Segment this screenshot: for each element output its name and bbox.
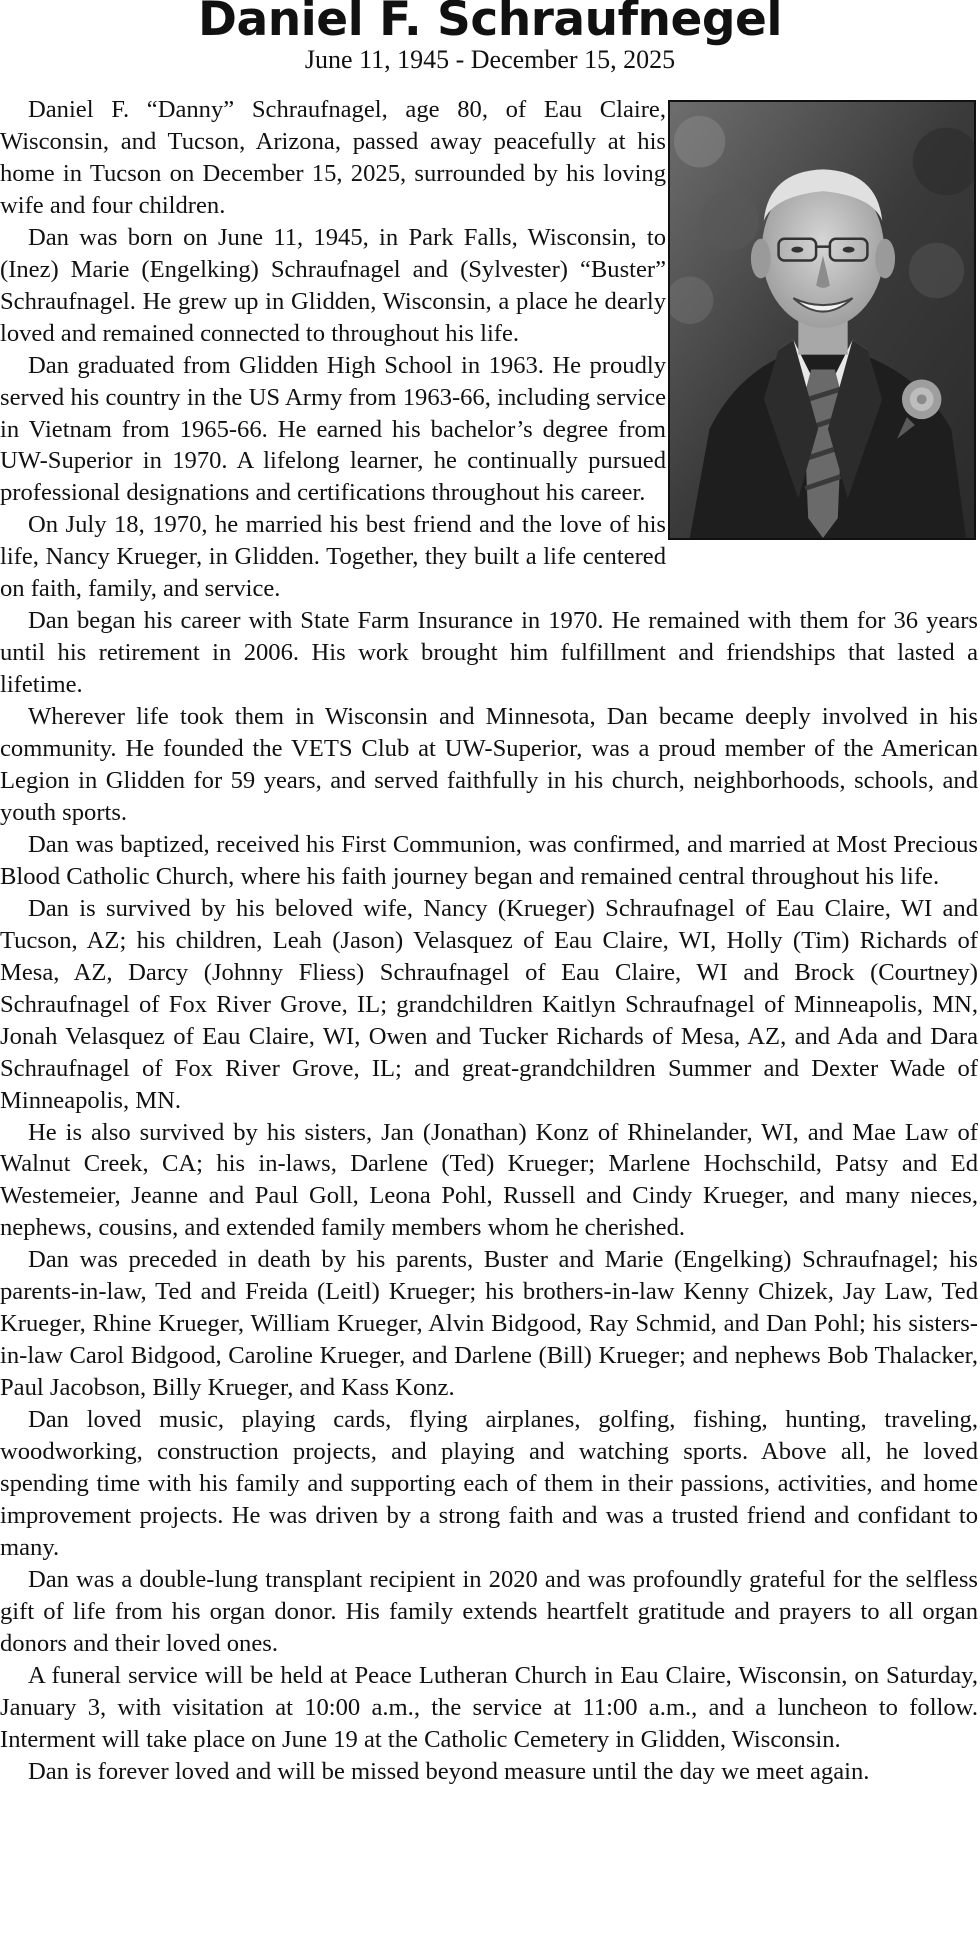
paragraph-interests: Dan loved music, playing cards, flying airplanes, golfing, fishing, hunting, traveling, woodworking, construction projects, and playing and watching sports. Above all, he loved spending time with his family and supporting each of them in their passions, activities, and home improvement projects. He was driven by a strong faith and was a trusted friend and confidant to many. xyxy=(0,1406,978,1561)
paragraph-service: A funeral service will be held at Peace Lutheran Church in Eau Claire, Wisconsin, on Saturday, January 3, with visitation at 10:00 a.m., the service at 11:00 a.m., and a luncheon to follow. Interment will take place on June 19 at the Catholic Cemetery in Glidden, Wisconsin. xyxy=(0,1661,978,1753)
life-dates: June 11, 1945 - December 15, 2025 xyxy=(304,45,676,74)
paragraph-transplant: Dan was a double-lung transplant recipient in 2020 and was profoundly grateful for the selfless gift of life from his organ donor. His family extends heartfelt gratitude and prayers to all organ donors and their loved ones. xyxy=(0,1565,978,1657)
obituary-body xyxy=(0,94,978,1788)
paragraph-preceded: Dan was preceded in death by his parents, Buster and Marie (Engelking) Schraufnagel; his parents-in-law, Ted and Freida (Leitl) Krueger; his brothers-in-law Kenny Chizek, Jay Law, Ted Krueger, Rhine Krueger, William Krueger, Alvin Bidgood, Ray Schmid, and Dan Pohl; his sisters-in-law Carol Bidgood, Caroline Krueger, and Darlene (Bill) Krueger; and nephews Bob Thalacker, Paul Jacobson, Billy Krueger, and Kass Konz. xyxy=(0,1246,978,1402)
paragraph-marriage: On July 18, 1970, he married his best friend and the love of his life, Nancy Krueger, in Glidden. Together, they built a life centered on faith, family, and service. xyxy=(0,511,666,603)
photo-wrap-spacer xyxy=(666,94,978,568)
paragraph-education: Dan graduated from Glidden High School in 1963. He proudly served his country in the US Army from 1963-66, including service in Vietnam from 1965-66. He earned his bachelor’s degree from UW-Superior in 1970. A lifelong learner, he continually pursued professional designations and certifications throughout his career. xyxy=(0,351,666,507)
paragraph-birth: Dan was born on June 11, 1945, in Park Falls, Wisconsin, to (Inez) Marie (Engelking) Schraufnagel and (Sylvester) “Buster” Schraufnagel. He grew up in Glidden, Wisconsin, a place he dearly loved and remained connected to throughout his life. xyxy=(0,223,666,347)
paragraph-intro: Daniel F. “Danny” Schraufnagel, age 80, of Eau Claire, Wisconsin, and Tucson, Arizona, passed away peacefully at his home in Tucson on December 15, 2025, surrounded by his loving wife and four children. xyxy=(0,96,666,219)
paragraph-survived-by: Dan is survived by his beloved wife, Nancy (Krueger) Schraufnagel of Eau Claire, WI and Tucson, AZ; his children, Leah (Jason) Velasquez of Eau Claire, WI, Holly (Tim) Richards of Mesa, AZ, Darcy (Johnny Fliess) Schraufnagel of Eau Claire, WI and Brock (Courtney) Schraufnagel of Fox River Grove, IL; grandchildren Kaitlyn Schraufnagel of Minneapolis, MN, Jonah Velasquez of Eau Claire, WI, Owen and Tucker Richards of Mesa, AZ, and Ada and Dara Schraufnagel of Fox River Grove, IL; and great-grandchildren Summer and Dexter Wade of Minneapolis, MN. xyxy=(0,894,978,1114)
obituary-title: Daniel F. Schraufnegel xyxy=(197,0,782,47)
paragraph-career: Dan began his career with State Farm Insurance in 1970. He remained with them for 36 years until his retirement in 2006. His work brought him fulfillment and friendships that lasted a lifetime. xyxy=(0,607,978,699)
paragraph-closing: Dan is forever loved and will be missed beyond measure until the day we meet again. xyxy=(28,1757,870,1785)
paragraph-also-survived: He is also survived by his sisters, Jan (Jonathan) Konz of Rhinelander, WI, and Mae Law of Walnut Creek, CA; his in-laws, Darlene (Ted) Krueger; Marlene Hochschild, Patsy and Ed Westemeier, Jeanne and Paul Goll, Leona Pohl, Russell and Cindy Krueger, and many nieces, nephews, cousins, and extended family members whom he cherished. xyxy=(0,1118,978,1242)
paragraph-community: Wherever life took them in Wisconsin and Minnesota, Dan became deeply involved in his community. He founded the VETS Club at UW-Superior, was a proud member of the American Legion in Glidden for 59 years, and served faithfully in his church, neighborhoods, schools, and youth sports. xyxy=(0,703,978,826)
paragraph-faith: Dan was baptized, received his First Communion, was confirmed, and married at Most Precious Blood Catholic Church, where his faith journey began and remained central throughout his life. xyxy=(0,830,978,890)
